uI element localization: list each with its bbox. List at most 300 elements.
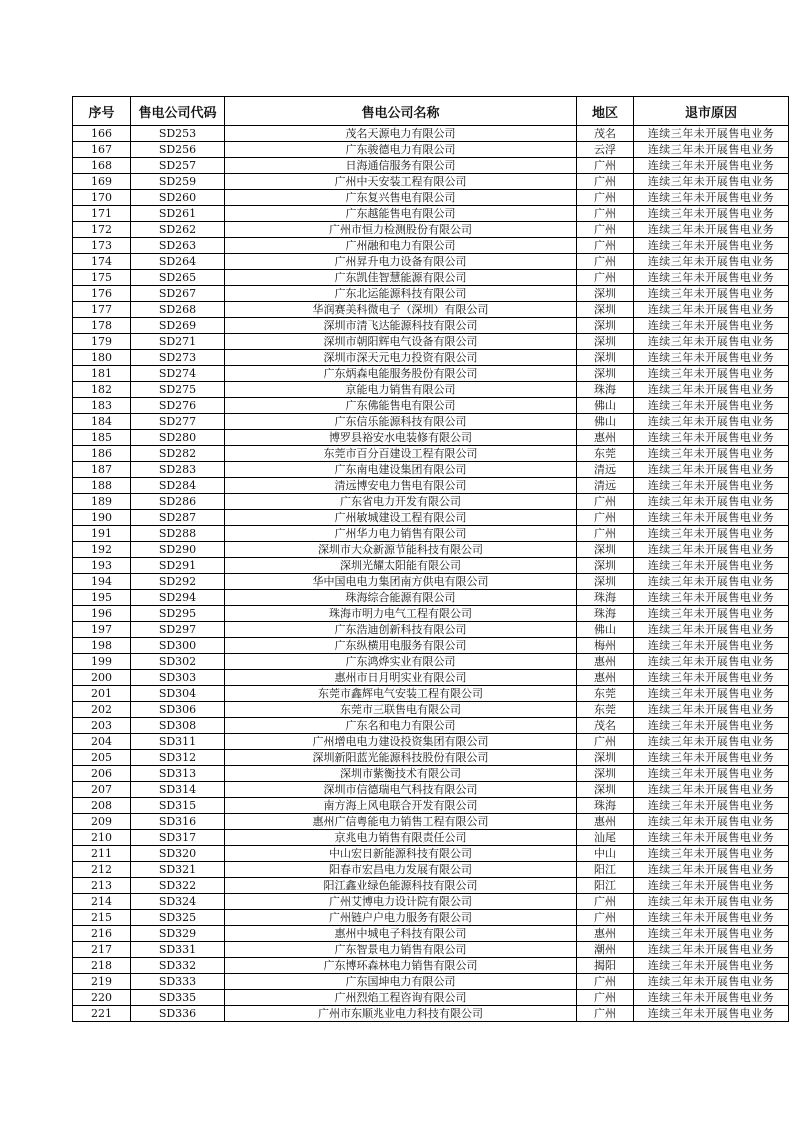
cell-region: 佛山 [577, 622, 634, 638]
cell-region: 深圳 [577, 366, 634, 382]
header-company-code: 售电公司代码 [131, 97, 225, 126]
cell-company-name: 广东炳森电能服务股份有限公司 [225, 366, 577, 382]
table-row [73, 574, 789, 590]
cell-serial-number: 211 [73, 846, 131, 862]
cell-company-code: SD262 [131, 222, 225, 238]
cell-company-code: SD274 [131, 366, 225, 382]
cell-company-code: SD325 [131, 910, 225, 926]
cell-delisting-reason: 连续三年未开展售电业务 [634, 622, 789, 638]
header-company-name: 售电公司名称 [225, 97, 577, 126]
cell-company-code: SD321 [131, 862, 225, 878]
cell-serial-number: 208 [73, 798, 131, 814]
cell-serial-number: 189 [73, 494, 131, 510]
table-row [73, 142, 789, 158]
cell-delisting-reason: 连续三年未开展售电业务 [634, 222, 789, 238]
cell-delisting-reason: 连续三年未开展售电业务 [634, 254, 789, 270]
table-row [73, 446, 789, 462]
cell-company-name: 惠州市日月明实业有限公司 [225, 670, 577, 686]
cell-company-name: 阳春市宏昌电力发展有限公司 [225, 862, 577, 878]
cell-serial-number: 215 [73, 910, 131, 926]
cell-region: 深圳 [577, 542, 634, 558]
cell-serial-number: 186 [73, 446, 131, 462]
cell-serial-number: 201 [73, 686, 131, 702]
cell-company-name: 广东省电力开发有限公司 [225, 494, 577, 510]
cell-company-code: SD329 [131, 926, 225, 942]
cell-company-code: SD287 [131, 510, 225, 526]
cell-company-code: SD286 [131, 494, 225, 510]
cell-serial-number: 198 [73, 638, 131, 654]
cell-region: 广州 [577, 190, 634, 206]
cell-region: 东莞 [577, 686, 634, 702]
cell-serial-number: 187 [73, 462, 131, 478]
cell-delisting-reason: 连续三年未开展售电业务 [634, 798, 789, 814]
cell-delisting-reason: 连续三年未开展售电业务 [634, 654, 789, 670]
cell-serial-number: 209 [73, 814, 131, 830]
cell-company-name: 广东复兴售电有限公司 [225, 190, 577, 206]
cell-company-code: SD306 [131, 702, 225, 718]
cell-serial-number: 167 [73, 142, 131, 158]
table-row [73, 846, 789, 862]
cell-company-name: 广州敏城建设工程有限公司 [225, 510, 577, 526]
cell-delisting-reason: 连续三年未开展售电业务 [634, 590, 789, 606]
cell-region: 深圳 [577, 350, 634, 366]
cell-company-code: SD282 [131, 446, 225, 462]
cell-region: 惠州 [577, 814, 634, 830]
cell-serial-number: 203 [73, 718, 131, 734]
cell-company-code: SD268 [131, 302, 225, 318]
cell-company-name: 东莞市三联售电有限公司 [225, 702, 577, 718]
cell-region: 广州 [577, 990, 634, 1006]
table-row [73, 814, 789, 830]
table-row [73, 510, 789, 526]
cell-delisting-reason: 连续三年未开展售电业务 [634, 926, 789, 942]
cell-company-name: 广东佛能售电有限公司 [225, 398, 577, 414]
table-row [73, 702, 789, 718]
cell-delisting-reason: 连续三年未开展售电业务 [634, 958, 789, 974]
cell-company-code: SD295 [131, 606, 225, 622]
cell-delisting-reason: 连续三年未开展售电业务 [634, 574, 789, 590]
table-row [73, 606, 789, 622]
cell-serial-number: 216 [73, 926, 131, 942]
cell-delisting-reason: 连续三年未开展售电业务 [634, 318, 789, 334]
table-row [73, 542, 789, 558]
cell-company-code: SD336 [131, 1006, 225, 1022]
cell-serial-number: 194 [73, 574, 131, 590]
cell-company-name: 惠州广信粤能电力销售工程有限公司 [225, 814, 577, 830]
cell-serial-number: 168 [73, 158, 131, 174]
cell-serial-number: 173 [73, 238, 131, 254]
cell-serial-number: 181 [73, 366, 131, 382]
table-body [73, 126, 789, 1022]
cell-serial-number: 221 [73, 1006, 131, 1022]
cell-region: 广州 [577, 238, 634, 254]
cell-company-name: 广东智景电力销售有限公司 [225, 942, 577, 958]
cell-serial-number: 199 [73, 654, 131, 670]
table-row [73, 206, 789, 222]
cell-serial-number: 171 [73, 206, 131, 222]
cell-company-name: 深圳市大众新源节能科技有限公司 [225, 542, 577, 558]
table-row [73, 910, 789, 926]
cell-company-name: 广东凯佳智慧能源有限公司 [225, 270, 577, 286]
table-row [73, 222, 789, 238]
cell-region: 惠州 [577, 430, 634, 446]
cell-company-code: SD264 [131, 254, 225, 270]
cell-company-code: SD317 [131, 830, 225, 846]
table-row [73, 654, 789, 670]
cell-serial-number: 217 [73, 942, 131, 958]
table-row [73, 270, 789, 286]
cell-company-code: SD290 [131, 542, 225, 558]
cell-delisting-reason: 连续三年未开展售电业务 [634, 430, 789, 446]
cell-company-code: SD267 [131, 286, 225, 302]
cell-delisting-reason: 连续三年未开展售电业务 [634, 126, 789, 142]
cell-region: 深圳 [577, 574, 634, 590]
cell-company-name: 珠海市明力电气工程有限公司 [225, 606, 577, 622]
table-row [73, 366, 789, 382]
table-row [73, 990, 789, 1006]
cell-company-code: SD311 [131, 734, 225, 750]
table-header-row [73, 97, 789, 126]
cell-region: 深圳 [577, 302, 634, 318]
cell-company-code: SD275 [131, 382, 225, 398]
cell-delisting-reason: 连续三年未开展售电业务 [634, 878, 789, 894]
table-row [73, 318, 789, 334]
cell-region: 珠海 [577, 382, 634, 398]
cell-delisting-reason: 连续三年未开展售电业务 [634, 334, 789, 350]
cell-region: 珠海 [577, 798, 634, 814]
cell-delisting-reason: 连续三年未开展售电业务 [634, 366, 789, 382]
cell-company-name: 广州市东顺兆业电力科技有限公司 [225, 1006, 577, 1022]
cell-region: 茂名 [577, 126, 634, 142]
cell-delisting-reason: 连续三年未开展售电业务 [634, 910, 789, 926]
cell-delisting-reason: 连续三年未开展售电业务 [634, 974, 789, 990]
table-row [73, 382, 789, 398]
cell-company-name: 阳江鑫业绿色能源科技有限公司 [225, 878, 577, 894]
cell-delisting-reason: 连续三年未开展售电业务 [634, 830, 789, 846]
cell-company-code: SD292 [131, 574, 225, 590]
cell-company-code: SD322 [131, 878, 225, 894]
cell-delisting-reason: 连续三年未开展售电业务 [634, 414, 789, 430]
cell-company-name: 广东博环森林电力销售有限公司 [225, 958, 577, 974]
table-row [73, 254, 789, 270]
cell-company-code: SD291 [131, 558, 225, 574]
cell-company-code: SD320 [131, 846, 225, 862]
cell-serial-number: 174 [73, 254, 131, 270]
cell-company-name: 华润赛美科微电子（深圳）有限公司 [225, 302, 577, 318]
cell-delisting-reason: 连续三年未开展售电业务 [634, 446, 789, 462]
table-row [73, 478, 789, 494]
cell-delisting-reason: 连续三年未开展售电业务 [634, 478, 789, 494]
cell-company-name: 广东骏德电力有限公司 [225, 142, 577, 158]
table-row [73, 350, 789, 366]
cell-region: 广州 [577, 734, 634, 750]
cell-company-code: SD316 [131, 814, 225, 830]
cell-region: 潮州 [577, 942, 634, 958]
cell-company-name: 日海通信服务有限公司 [225, 158, 577, 174]
cell-company-name: 深圳市深天元电力投资有限公司 [225, 350, 577, 366]
cell-delisting-reason: 连续三年未开展售电业务 [634, 942, 789, 958]
table-row [73, 830, 789, 846]
header-region: 地区 [577, 97, 634, 126]
table-row [73, 862, 789, 878]
cell-company-code: SD333 [131, 974, 225, 990]
cell-region: 揭阳 [577, 958, 634, 974]
cell-company-name: 广东鸿烨实业有限公司 [225, 654, 577, 670]
cell-region: 东莞 [577, 702, 634, 718]
cell-company-name: 中山宏日新能源科技有限公司 [225, 846, 577, 862]
header-delisting-reason: 退市原因 [634, 97, 789, 126]
cell-region: 珠海 [577, 606, 634, 622]
cell-company-name: 深圳光耀太阳能有限公司 [225, 558, 577, 574]
cell-company-code: SD259 [131, 174, 225, 190]
cell-serial-number: 176 [73, 286, 131, 302]
table-row [73, 414, 789, 430]
cell-serial-number: 204 [73, 734, 131, 750]
cell-region: 广州 [577, 526, 634, 542]
cell-company-name: 惠州中城电子科技有限公司 [225, 926, 577, 942]
cell-serial-number: 184 [73, 414, 131, 430]
cell-company-code: SD335 [131, 990, 225, 1006]
cell-company-code: SD280 [131, 430, 225, 446]
table-row [73, 638, 789, 654]
cell-company-name: 广东越能售电有限公司 [225, 206, 577, 222]
cell-company-code: SD297 [131, 622, 225, 638]
cell-delisting-reason: 连续三年未开展售电业务 [634, 750, 789, 766]
cell-serial-number: 218 [73, 958, 131, 974]
table-row [73, 734, 789, 750]
cell-serial-number: 213 [73, 878, 131, 894]
cell-delisting-reason: 连续三年未开展售电业务 [634, 142, 789, 158]
cell-company-code: SD302 [131, 654, 225, 670]
cell-delisting-reason: 连续三年未开展售电业务 [634, 190, 789, 206]
cell-company-name: 南方海上风电联合开发有限公司 [225, 798, 577, 814]
cell-company-name: 东莞市百分百建设工程有限公司 [225, 446, 577, 462]
cell-company-name: 京能电力销售有限公司 [225, 382, 577, 398]
table-row [73, 302, 789, 318]
table-row [73, 190, 789, 206]
cell-region: 汕尾 [577, 830, 634, 846]
cell-delisting-reason: 连续三年未开展售电业务 [634, 462, 789, 478]
cell-company-code: SD312 [131, 750, 225, 766]
cell-company-code: SD253 [131, 126, 225, 142]
cell-delisting-reason: 连续三年未开展售电业务 [634, 846, 789, 862]
cell-region: 清远 [577, 462, 634, 478]
cell-company-name: 广东北运能源科技有限公司 [225, 286, 577, 302]
cell-region: 佛山 [577, 398, 634, 414]
table-row [73, 782, 789, 798]
cell-region: 广州 [577, 174, 634, 190]
table-row [73, 398, 789, 414]
cell-company-code: SD273 [131, 350, 225, 366]
table-row [73, 1006, 789, 1022]
cell-company-code: SD269 [131, 318, 225, 334]
table-row [73, 558, 789, 574]
cell-company-code: SD314 [131, 782, 225, 798]
cell-serial-number: 193 [73, 558, 131, 574]
cell-company-name: 广州烈焰工程咨询有限公司 [225, 990, 577, 1006]
cell-region: 深圳 [577, 318, 634, 334]
cell-company-name: 珠海综合能源有限公司 [225, 590, 577, 606]
table-row [73, 958, 789, 974]
cell-delisting-reason: 连续三年未开展售电业务 [634, 174, 789, 190]
cell-serial-number: 205 [73, 750, 131, 766]
cell-company-name: 广东南电建设集团有限公司 [225, 462, 577, 478]
cell-company-code: SD257 [131, 158, 225, 174]
cell-delisting-reason: 连续三年未开展售电业务 [634, 862, 789, 878]
cell-delisting-reason: 连续三年未开展售电业务 [634, 510, 789, 526]
delisted-companies-table [72, 96, 789, 1022]
cell-region: 惠州 [577, 926, 634, 942]
cell-company-name: 深圳新阳蓝光能源科技股份有限公司 [225, 750, 577, 766]
cell-serial-number: 191 [73, 526, 131, 542]
cell-delisting-reason: 连续三年未开展售电业务 [634, 526, 789, 542]
cell-delisting-reason: 连续三年未开展售电业务 [634, 158, 789, 174]
cell-region: 梅州 [577, 638, 634, 654]
cell-company-code: SD265 [131, 270, 225, 286]
cell-region: 深圳 [577, 334, 634, 350]
table-row [73, 718, 789, 734]
cell-serial-number: 178 [73, 318, 131, 334]
cell-company-code: SD277 [131, 414, 225, 430]
cell-region: 广州 [577, 910, 634, 926]
cell-serial-number: 177 [73, 302, 131, 318]
cell-serial-number: 196 [73, 606, 131, 622]
table-row [73, 462, 789, 478]
cell-company-name: 广东浩迪创新科技有限公司 [225, 622, 577, 638]
cell-company-name: 博罗县裕安水电装修有限公司 [225, 430, 577, 446]
header-serial-number: 序号 [73, 97, 131, 126]
cell-company-name: 广东国坤电力有限公司 [225, 974, 577, 990]
cell-company-code: SD300 [131, 638, 225, 654]
cell-region: 惠州 [577, 654, 634, 670]
cell-serial-number: 206 [73, 766, 131, 782]
cell-company-code: SD303 [131, 670, 225, 686]
cell-company-code: SD260 [131, 190, 225, 206]
table-row [73, 286, 789, 302]
cell-region: 广州 [577, 974, 634, 990]
cell-delisting-reason: 连续三年未开展售电业务 [634, 494, 789, 510]
cell-company-name: 茂名天源电力有限公司 [225, 126, 577, 142]
table-row [73, 622, 789, 638]
cell-serial-number: 185 [73, 430, 131, 446]
cell-delisting-reason: 连续三年未开展售电业务 [634, 302, 789, 318]
cell-company-code: SD332 [131, 958, 225, 974]
cell-company-name: 广州增电电力建设投资集团有限公司 [225, 734, 577, 750]
cell-company-code: SD313 [131, 766, 225, 782]
cell-delisting-reason: 连续三年未开展售电业务 [634, 606, 789, 622]
table-row [73, 878, 789, 894]
table-row [73, 174, 789, 190]
cell-delisting-reason: 连续三年未开展售电业务 [634, 238, 789, 254]
cell-serial-number: 212 [73, 862, 131, 878]
cell-company-code: SD283 [131, 462, 225, 478]
cell-company-code: SD331 [131, 942, 225, 958]
cell-region: 茂名 [577, 718, 634, 734]
cell-serial-number: 179 [73, 334, 131, 350]
cell-company-name: 广州市恒力检测股份有限公司 [225, 222, 577, 238]
cell-region: 广州 [577, 206, 634, 222]
table-row [73, 158, 789, 174]
cell-delisting-reason: 连续三年未开展售电业务 [634, 286, 789, 302]
cell-company-name: 广东纵横用电服务有限公司 [225, 638, 577, 654]
cell-region: 阳江 [577, 862, 634, 878]
table-row [73, 670, 789, 686]
table-row [73, 942, 789, 958]
cell-delisting-reason: 连续三年未开展售电业务 [634, 990, 789, 1006]
cell-region: 广州 [577, 270, 634, 286]
cell-delisting-reason: 连续三年未开展售电业务 [634, 1006, 789, 1022]
cell-delisting-reason: 连续三年未开展售电业务 [634, 382, 789, 398]
cell-company-name: 深圳市朝阳辉电气设备有限公司 [225, 334, 577, 350]
cell-region: 深圳 [577, 750, 634, 766]
table-row [73, 894, 789, 910]
cell-delisting-reason: 连续三年未开展售电业务 [634, 894, 789, 910]
cell-company-name: 清远博安电力售电有限公司 [225, 478, 577, 494]
cell-delisting-reason: 连续三年未开展售电业务 [634, 702, 789, 718]
cell-company-name: 深圳市清飞达能源科技有限公司 [225, 318, 577, 334]
cell-serial-number: 220 [73, 990, 131, 1006]
cell-delisting-reason: 连续三年未开展售电业务 [634, 670, 789, 686]
cell-company-code: SD263 [131, 238, 225, 254]
cell-serial-number: 210 [73, 830, 131, 846]
cell-company-name: 东莞市鑫辉电气安装工程有限公司 [225, 686, 577, 702]
cell-region: 深圳 [577, 558, 634, 574]
cell-delisting-reason: 连续三年未开展售电业务 [634, 542, 789, 558]
cell-company-name: 华中国电电力集团南方供电有限公司 [225, 574, 577, 590]
cell-serial-number: 183 [73, 398, 131, 414]
cell-delisting-reason: 连续三年未开展售电业务 [634, 398, 789, 414]
table-row [73, 494, 789, 510]
cell-serial-number: 192 [73, 542, 131, 558]
cell-region: 广州 [577, 1006, 634, 1022]
table-row [73, 750, 789, 766]
cell-region: 惠州 [577, 670, 634, 686]
cell-delisting-reason: 连续三年未开展售电业务 [634, 766, 789, 782]
cell-delisting-reason: 连续三年未开展售电业务 [634, 686, 789, 702]
cell-region: 珠海 [577, 590, 634, 606]
cell-region: 广州 [577, 494, 634, 510]
cell-company-code: SD308 [131, 718, 225, 734]
cell-company-code: SD256 [131, 142, 225, 158]
cell-delisting-reason: 连续三年未开展售电业务 [634, 782, 789, 798]
cell-region: 广州 [577, 222, 634, 238]
cell-company-code: SD261 [131, 206, 225, 222]
cell-region: 广州 [577, 510, 634, 526]
cell-region: 中山 [577, 846, 634, 862]
cell-company-code: SD284 [131, 478, 225, 494]
cell-company-code: SD315 [131, 798, 225, 814]
cell-region: 东莞 [577, 446, 634, 462]
cell-delisting-reason: 连续三年未开展售电业务 [634, 206, 789, 222]
cell-delisting-reason: 连续三年未开展售电业务 [634, 814, 789, 830]
cell-company-code: SD271 [131, 334, 225, 350]
cell-company-name: 广州昇升电力设备有限公司 [225, 254, 577, 270]
cell-serial-number: 195 [73, 590, 131, 606]
table-row [73, 590, 789, 606]
cell-company-name: 广州艾博电力设计院有限公司 [225, 894, 577, 910]
cell-serial-number: 219 [73, 974, 131, 990]
cell-company-code: SD324 [131, 894, 225, 910]
cell-company-code: SD288 [131, 526, 225, 542]
cell-serial-number: 214 [73, 894, 131, 910]
table-row [73, 238, 789, 254]
cell-delisting-reason: 连续三年未开展售电业务 [634, 718, 789, 734]
cell-region: 深圳 [577, 286, 634, 302]
cell-region: 深圳 [577, 782, 634, 798]
cell-region: 广州 [577, 254, 634, 270]
cell-region: 佛山 [577, 414, 634, 430]
cell-delisting-reason: 连续三年未开展售电业务 [634, 350, 789, 366]
